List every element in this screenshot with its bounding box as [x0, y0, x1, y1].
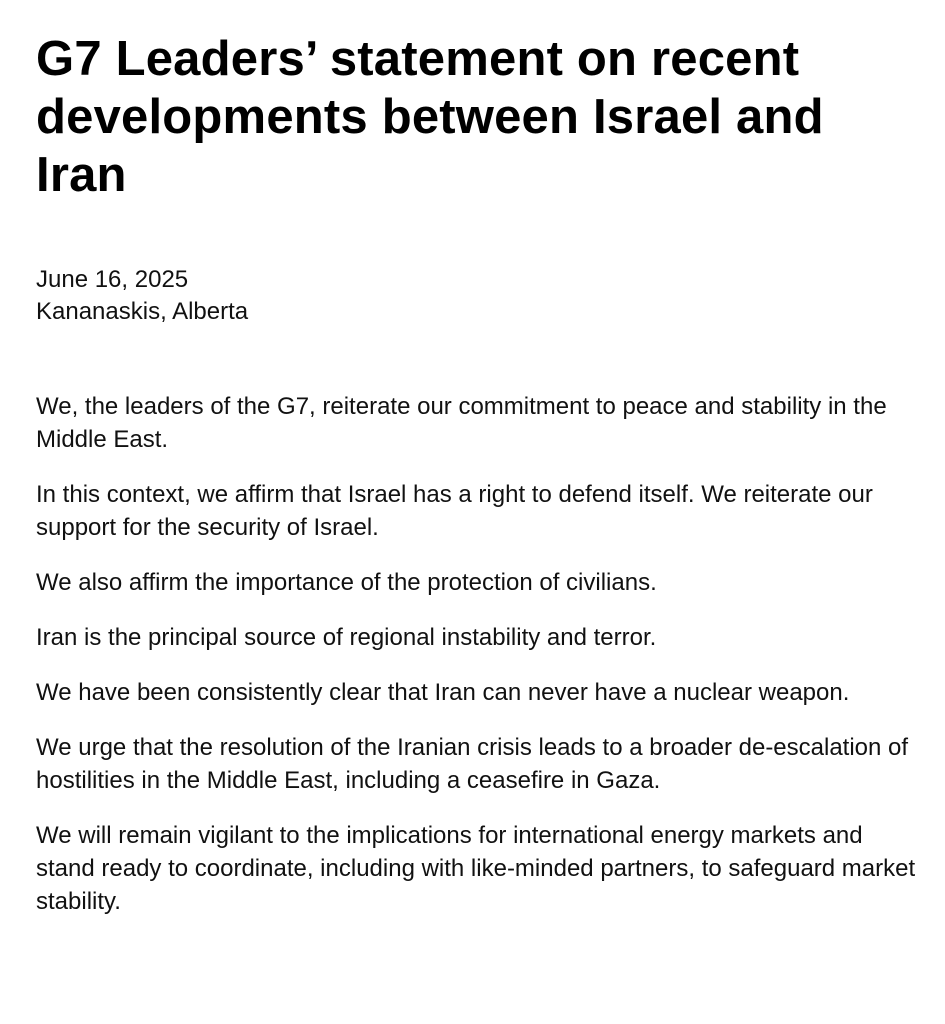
paragraph-israel-defense: In this context, we affirm that Israel has a right to defend itself. We reiterate our support for the security of Israel.: [36, 481, 873, 541]
paragraph-iran-instability: Iran is the principal source of regional instability and terror.: [36, 624, 657, 651]
paragraph-commitment: We, the leaders of the G7, reiterate our commitment to peace and stability in the Middle East.: [36, 393, 887, 453]
statement-title: G7 Leaders’ statement on recent developments between Israel and Iran: [36, 32, 824, 202]
paragraph-energy-markets: We will remain vigilant to the implications for international energy markets and stand ready to coordinate, including with like-minded partners, to safeguard market stability.: [36, 822, 916, 915]
statement-date: June 16, 2025: [36, 266, 189, 293]
paragraph-civilians: We also affirm the importance of the protection of civilians.: [36, 569, 657, 596]
paragraph-nuclear-weapon: We have been consistently clear that Iran can never have a nuclear weapon.: [36, 679, 850, 706]
statement-document: [36, 0, 916, 940]
statement-location: Kananaskis, Alberta: [36, 298, 249, 325]
paragraph-de-escalation: We urge that the resolution of the Iranian crisis leads to a broader de-escalation of hostilities in the Middle East, including a ceasefire in Gaza.: [36, 734, 909, 794]
statement-meta: [36, 264, 916, 328]
statement-body: [36, 390, 916, 918]
